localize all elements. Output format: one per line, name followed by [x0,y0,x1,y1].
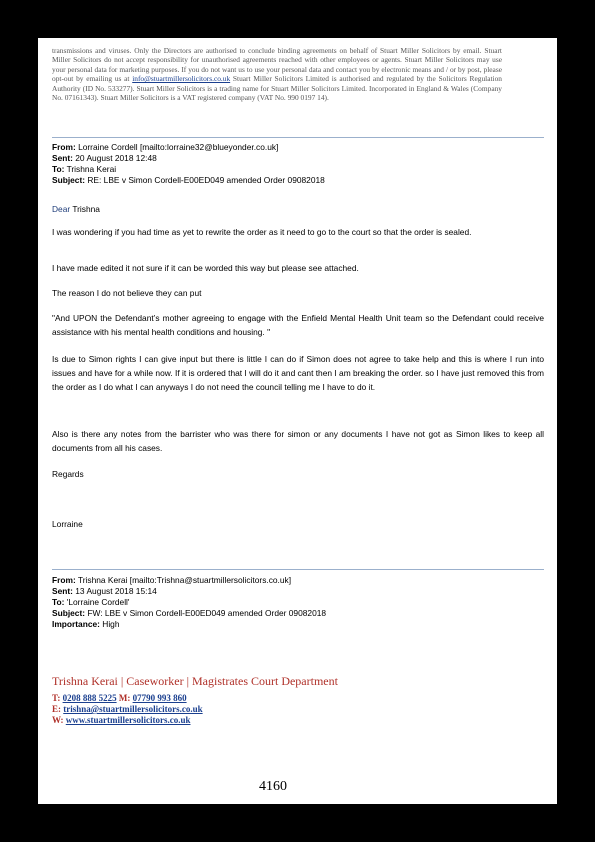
body-paragraph-3: The reason I do not believe they can put [52,288,202,298]
subject-field: FW: LBE v Simon Cordell-E00ED049 amended Order 09082018 [87,608,327,618]
sent-field: 20 August 2018 12:48 [75,153,157,163]
email-header-1: From: Lorraine Cordell [mailto:lorraine32@blueyonder.co.uk] Sent: 20 August 2018 12:48 To: Trishna Kerai Subject: RE: LBE v Simon Cordell-E00ED049 amended Order 09082018 [52,142,325,185]
from-field: Lorraine Cordell [mailto:lorraine32@blueyonder.co.uk] [78,142,279,152]
website-link[interactable]: www.stuartmillersolicitors.co.uk [65,715,191,725]
page-number: 4160 [259,779,287,794]
body-paragraph-6: Also is there any notes from the barrister who was there for simon or any documents I have not got as Simon likes to keep all documents from all his cases. [52,429,544,453]
disclaimer-email-link[interactable]: info@stuartmillersolicitors.co.uk [132,74,231,84]
sent-field: 13 August 2018 15:14 [75,586,157,596]
body-paragraph-2: I have made edited it not sure if it can be worded this way but please see attached. [52,263,359,273]
importance-field: High [102,619,120,629]
phone-link[interactable]: 0208 888 5225 [62,693,117,703]
document-page [38,38,557,804]
disclaimer-text-2: Stuart Miller Solicitors Limited is authorised and regulated by the Solicitors Regulation Authority (ID No. 533277). Stuart Miller Solicitors is a trading name for Stuart Miller Solicitors Limited. Incorporated in England & Wales (Company No. 07161343). Stuart Miller Solicitors is a VAT registered company (VAT No. 990 0197 14). [52,74,502,103]
subject-field: RE: LBE v Simon Cordell-E00ED049 amended Order 09082018 [87,175,325,185]
email-greeting: Dear Trishna [52,204,100,214]
signature-title: Trishna Kerai | Caseworker | Magistrates Court Department [52,674,338,688]
email-header-2: From: Trishna Kerai [mailto:Trishna@stuartmillersolicitors.co.uk] Sent: 13 August 2018 15:14 To: 'Lorraine Cordell' Subject: FW: LBE v Simon Cordell-E00ED049 amended Order 09082018 Importance: High [52,575,327,629]
divider [52,569,544,570]
mobile-link[interactable]: 07790 993 860 [132,693,187,703]
to-field: Trishna Kerai [66,164,117,174]
email-disclaimer [52,46,502,102]
signature-phone: T: 0208 888 5225 M: 07790 993 860 [52,693,187,703]
body-paragraph-1: I was wondering if you had time as yet to rewrite the order as it need to go to the court so that the order is sealed. [52,227,472,237]
to-field: 'Lorraine Cordell' [66,597,130,607]
body-signoff-name: Lorraine [52,519,83,529]
from-field: Trishna Kerai [mailto:Trishna@stuartmillersolicitors.co.uk] [77,575,292,585]
signature-web: W: www.stuartmillersolicitors.co.uk [52,715,191,725]
body-regards: Regards [52,469,84,479]
signature-email: E: trishna@stuartmillersolicitors.co.uk [52,704,203,714]
disclaimer-text: transmissions and viruses. Only the Directors are authorised to conclude binding agreements on behalf of Stuart Miller Solicitors by email. Stuart Miller Solicitors do not accept responsibility for unauthorised agreements reached with other employees or agents. Stuart Miller Solicitors may use your personal data for marketing purposes. If you do not want us to use your personal data and contact you by electronic means and / or by post, please opt-out by emailing us at [52,46,502,84]
body-paragraph-5: Is due to Simon rights I can give input but there is little I can do if Simon does not agree to take help and this is where I run into issues and have for a while now. If it is ordered that I will do it and cant then I am breaking the order. so I have just removed this from the order as I do what I can anyways I do not need the council telling me I have to do it. [52,354,544,392]
email-link[interactable]: trishna@stuartmillersolicitors.co.uk [63,704,203,714]
divider [52,137,544,138]
body-quote: "And UPON the Defendant’s mother agreeing to engage with the Enfield Mental Health Unit team so the Defendant could receive assistance with his mental health conditions and housing. " [52,313,544,337]
